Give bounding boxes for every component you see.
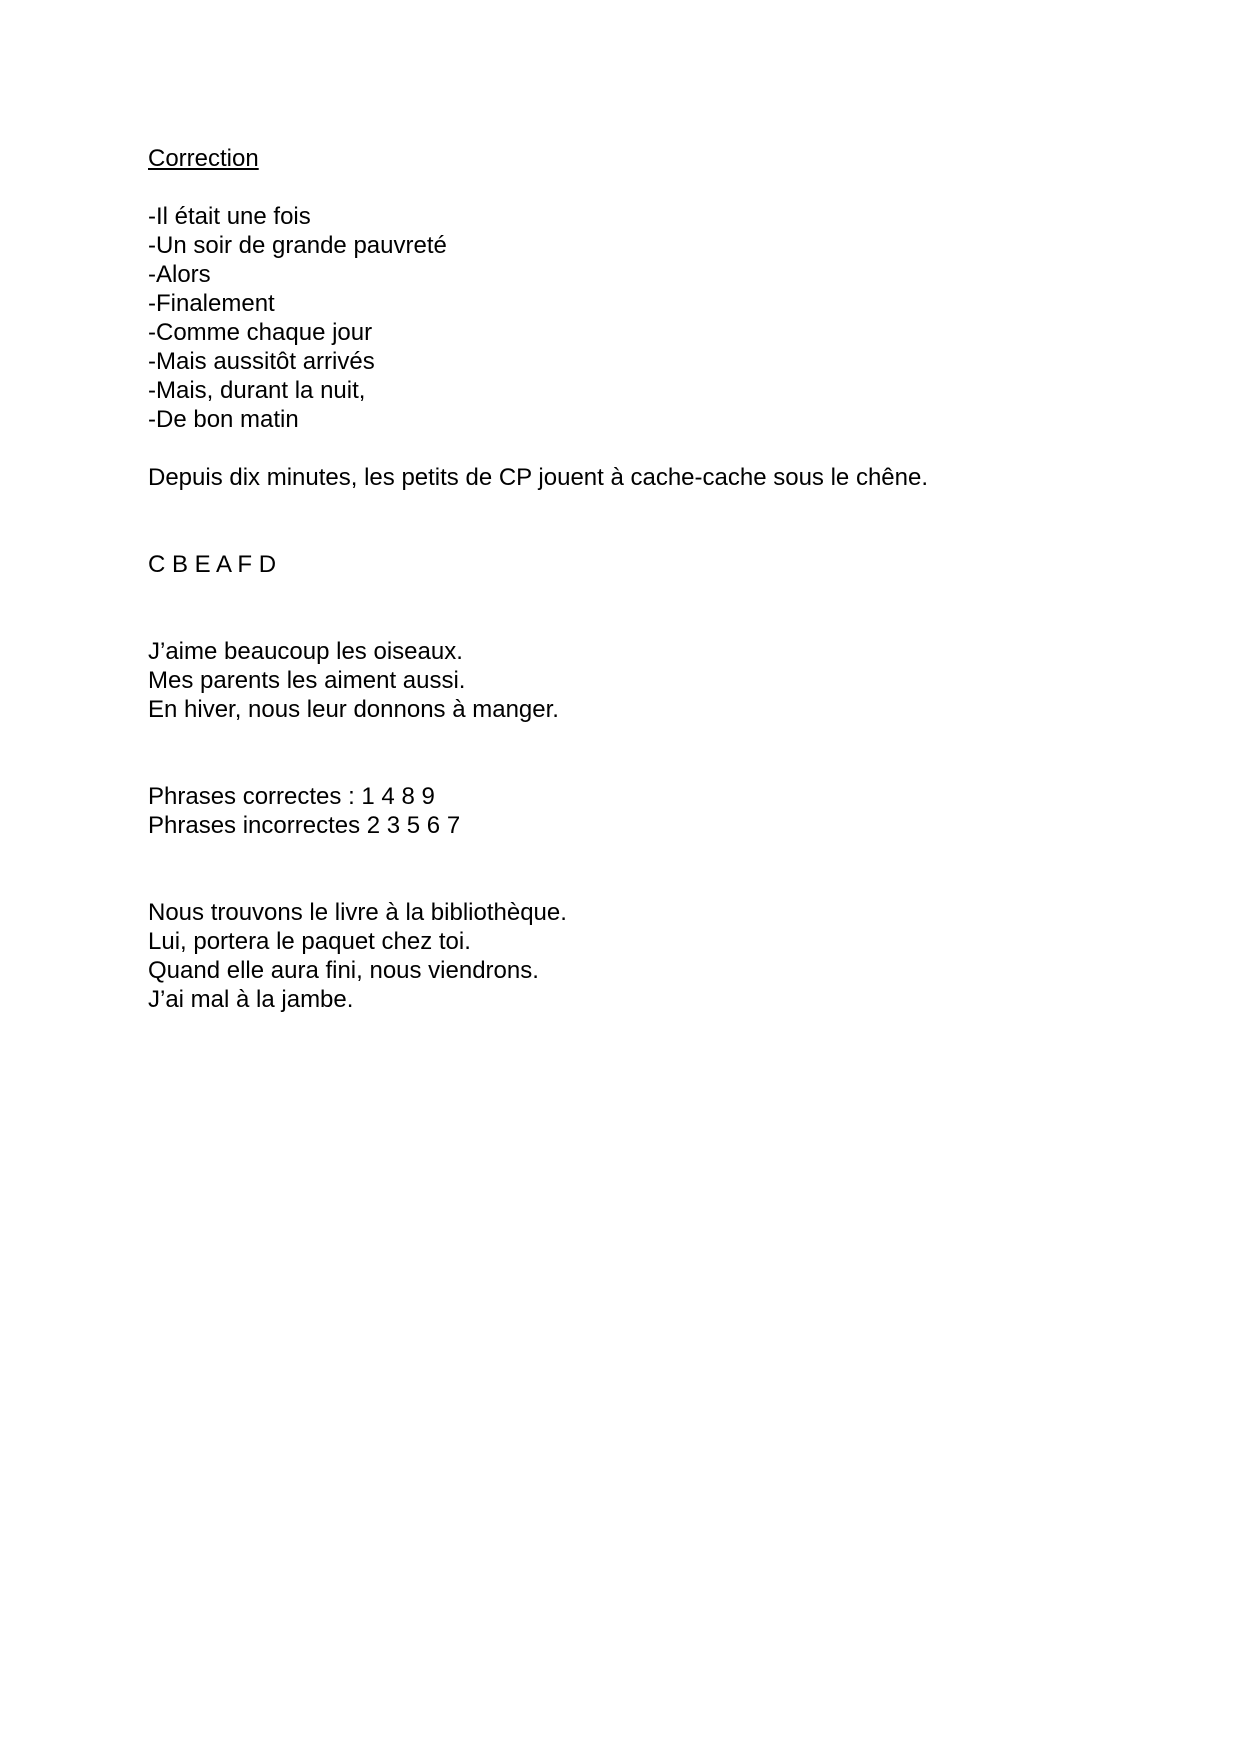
connectors-list	[148, 202, 1148, 434]
corrected-sentence: Nous trouvons le livre à la bibliothèque.	[148, 899, 567, 926]
sequence-block	[148, 550, 1148, 579]
birds-text-line: En hiver, nous leur donnons à manger.	[148, 696, 559, 723]
reordered-sentence: Depuis dix minutes, les petits de CP jouent à cache-cache sous le chêne.	[148, 464, 928, 491]
corrected-sentence: Lui, portera le paquet chez toi.	[148, 928, 471, 955]
reordered-sentence-block	[148, 463, 1148, 492]
incorrect-phrases: Phrases incorrectes 2 3 5 6 7	[148, 812, 461, 839]
connector-item: -Comme chaque jour	[148, 319, 373, 346]
connector-item: -Un soir de grande pauvreté	[148, 232, 447, 259]
connector-item: -Alors	[148, 261, 211, 288]
document-title: Correction	[148, 145, 259, 172]
letter-sequence: C B E A F D	[148, 551, 277, 578]
correct-phrases: Phrases correctes : 1 4 8 9	[148, 783, 435, 810]
corrected-sentence: J’ai mal à la jambe.	[148, 986, 354, 1013]
document-content	[148, 144, 1148, 1014]
connector-item: -Finalement	[148, 290, 275, 317]
corrected-sentence: Quand elle aura fini, nous viendrons.	[148, 957, 539, 984]
birds-text-line: J’aime beaucoup les oiseaux.	[148, 638, 463, 665]
connector-item: -Il était une fois	[148, 203, 311, 230]
birds-text-line: Mes parents les aiment aussi.	[148, 667, 466, 694]
birds-text-block	[148, 637, 1148, 724]
phrases-classification-block	[148, 782, 1148, 840]
connector-item: -De bon matin	[148, 406, 299, 433]
corrected-sentences-block	[148, 898, 1148, 1014]
connector-item: -Mais aussitôt arrivés	[148, 348, 375, 375]
connector-item: -Mais, durant la nuit,	[148, 377, 366, 404]
